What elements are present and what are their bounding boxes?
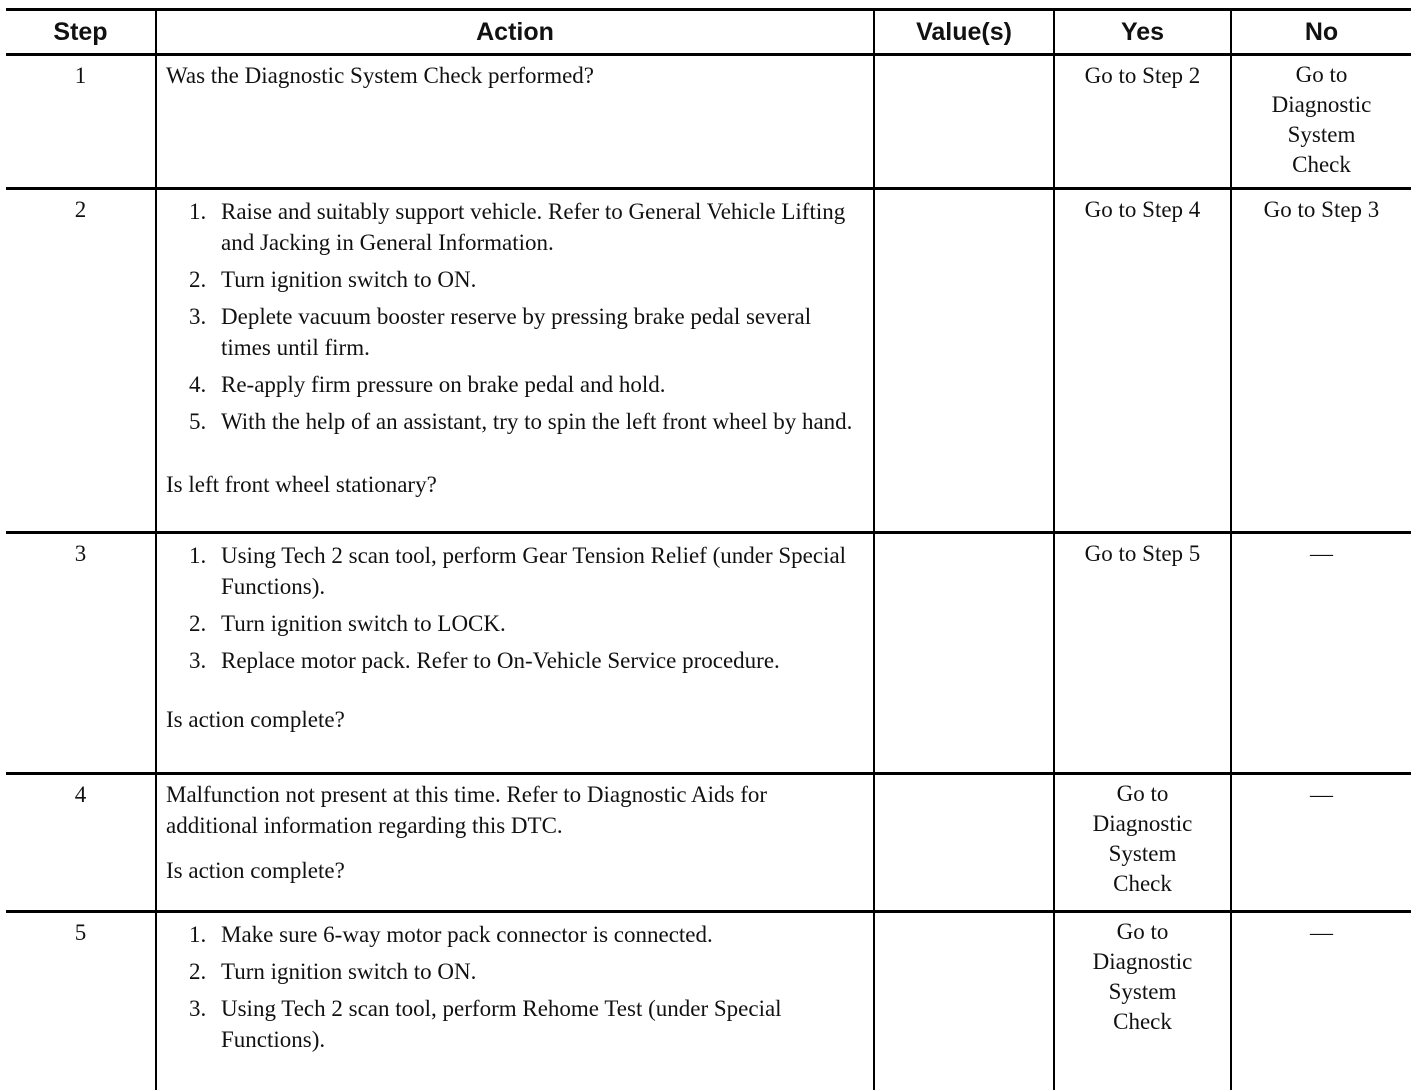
no-line: Go to <box>1295 62 1348 87</box>
action-step-item: 2. Turn ignition switch to ON. <box>189 959 477 984</box>
no-cell <box>1231 55 1411 189</box>
no-line: Check <box>1292 152 1351 177</box>
action-steps <box>166 540 863 676</box>
action-step-item: 5. With the help of an assistant, try to spin the left front wheel by hand. <box>189 409 853 434</box>
header-values: Value(s) <box>874 10 1054 55</box>
action-text: Was the Diagnostic System Check performed? <box>166 63 595 88</box>
no-cell <box>1231 189 1411 533</box>
action-step-item: 1. Make sure 6-way motor pack connector is connected. <box>189 922 713 947</box>
step-number: 1 <box>6 55 156 189</box>
step-number: 2 <box>6 189 156 533</box>
table-row <box>6 912 1411 1090</box>
action-step-item: 3. Deplete vacuum booster reserve by pressing brake pedal several times until firm. <box>189 304 812 360</box>
no-text: — <box>1310 541 1333 566</box>
action-cell <box>156 55 874 189</box>
action-step-item: 4. Re-apply firm pressure on brake pedal and hold. <box>189 372 666 397</box>
header-step: Step <box>6 10 156 55</box>
table-row <box>6 55 1411 189</box>
action-cell <box>156 189 874 533</box>
values-cell <box>874 533 1054 774</box>
action-text: Malfunction not present at this time. Refer to Diagnostic Aids for additional information regarding this DTC. <box>166 782 768 838</box>
yes-line: Check <box>1113 871 1172 896</box>
action-step-item: 2. Turn ignition switch to LOCK. <box>189 611 506 636</box>
values-cell <box>874 774 1054 912</box>
yes-line: Diagnostic <box>1092 949 1193 974</box>
action-step-item: 3. Replace motor pack. Refer to On-Vehicle Service procedure. <box>189 648 780 673</box>
yes-cell <box>1054 912 1231 1090</box>
no-cell <box>1231 774 1411 912</box>
values-cell <box>874 189 1054 533</box>
header-no: No <box>1231 10 1411 55</box>
step-number: 3 <box>6 533 156 774</box>
table-row <box>6 189 1411 533</box>
yes-text: Go to Step 4 <box>1084 197 1201 222</box>
diagnostic-table <box>6 8 1411 1090</box>
header-action: Action <box>156 10 874 55</box>
yes-line: Go to <box>1116 919 1169 944</box>
no-text: — <box>1310 782 1333 807</box>
no-cell <box>1231 533 1411 774</box>
action-cell <box>156 533 874 774</box>
action-step-item: 3. Using Tech 2 scan tool, perform Rehome Test (under Special Functions). <box>189 996 782 1052</box>
action-cell <box>156 774 874 912</box>
header-row <box>6 10 1411 55</box>
yes-cell <box>1054 55 1231 189</box>
no-line: Diagnostic <box>1271 92 1372 117</box>
action-question: Is action complete? <box>166 707 345 732</box>
step-number: 4 <box>6 774 156 912</box>
yes-text: Go to Step 5 <box>1084 541 1201 566</box>
step-number: 5 <box>6 912 156 1090</box>
yes-line: System <box>1108 841 1177 866</box>
action-question: Is action complete? <box>166 858 345 883</box>
table-row <box>6 533 1411 774</box>
action-step-item: 1. Using Tech 2 scan tool, perform Gear Tension Relief (under Special Functions). <box>189 543 847 599</box>
yes-cell <box>1054 774 1231 912</box>
action-step-item: 1. Raise and suitably support vehicle. Refer to General Vehicle Lifting and Jacking in General Information. <box>189 199 846 255</box>
header-yes: Yes <box>1054 10 1231 55</box>
action-question: Is left front wheel stationary? <box>166 472 437 497</box>
action-steps <box>166 919 863 1055</box>
yes-text: Go to Step 2 <box>1084 63 1201 88</box>
no-text: Go to Step 3 <box>1263 197 1380 222</box>
yes-line: Go to <box>1116 781 1169 806</box>
values-cell <box>874 912 1054 1090</box>
yes-line: Diagnostic <box>1092 811 1193 836</box>
action-cell <box>156 912 874 1090</box>
yes-cell <box>1054 533 1231 774</box>
yes-line: Check <box>1113 1009 1172 1034</box>
no-cell <box>1231 912 1411 1090</box>
action-step-item: 2. Turn ignition switch to ON. <box>189 267 477 292</box>
table-row <box>6 774 1411 912</box>
values-cell <box>874 55 1054 189</box>
no-line: System <box>1287 122 1356 147</box>
yes-cell <box>1054 189 1231 533</box>
yes-line: System <box>1108 979 1177 1004</box>
no-text: — <box>1310 920 1333 945</box>
action-steps <box>166 196 863 437</box>
